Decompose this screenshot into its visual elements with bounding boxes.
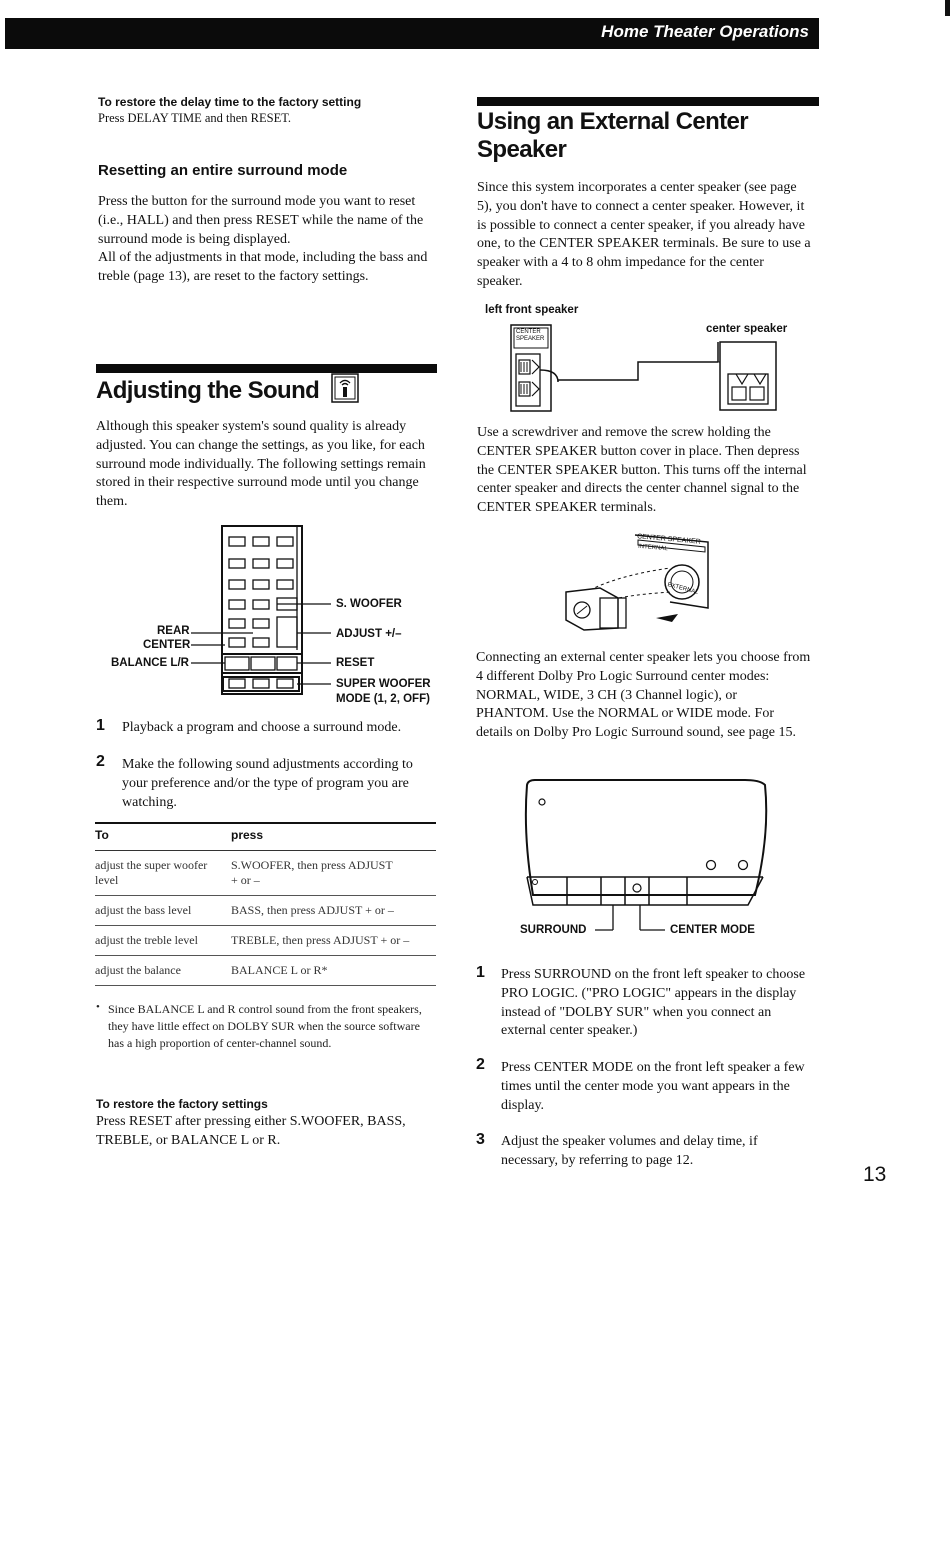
table-cell-press: S.WOOFER, then press ADJUST + or – [231, 851, 436, 896]
table-cell-to: adjust the bass level [95, 896, 231, 926]
speaker-connection-diagram [508, 322, 783, 417]
internal-label: INTERNAL [637, 543, 668, 553]
adjusting-title [96, 373, 359, 405]
table-row [95, 956, 436, 986]
external-label: EXTERNAL [666, 582, 699, 596]
restore-delay-text: Press DELAY TIME and then RESET. [98, 111, 292, 125]
reset-surround-text [98, 193, 440, 287]
center-modes-text: Connecting an external center speaker lets you choose from 4 different Dolby Pro Logic Surround center modes: NORMAL, WIDE, 3 CH (3 Channel logic), or PHANTOM. Use the NORMAL or WIDE mode. For details on Dolby Pro Logic Surround sound, see page 15. [476, 650, 811, 741]
table-cell-to: adjust the balance [95, 956, 231, 986]
label-adjust: ADJUST +/– [336, 628, 402, 640]
header-bar [5, 18, 819, 49]
label-center-mode: CENTER MODE [670, 924, 755, 936]
restore-delay-heading: To restore the delay time to the factory setting [98, 95, 362, 109]
left-step-2-number: 2 [96, 753, 105, 770]
restore-factory-text: Press RESET after pressing either S.WOOFER, BASS, TREBLE, or BALANCE L or R. [96, 1114, 406, 1148]
label-rear: REAR [157, 625, 190, 637]
screwdriver-instructions: Use a screwdriver and remove the screw holding the CENTER SPEAKER button cover in place. Then depress the CENTER SPEAKER button. This turns off the internal center speaker and directs the center channel signal to the CENTER SPEAKER terminals. [477, 425, 807, 516]
page-number: 13 [863, 1163, 887, 1186]
reset-surround-para2: All of the adjustments in that mode, including the bass and treble (page 13), are reset to the factory settings. [98, 250, 428, 285]
footnote-marker: • [96, 1001, 100, 1013]
terminal-label-line2: SPEAKER [516, 336, 545, 342]
label-mode: MODE (1, 2, OFF) [336, 693, 430, 705]
table-row [95, 926, 436, 956]
label-s-woofer: S. WOOFER [336, 598, 402, 610]
external-center-title [477, 108, 748, 164]
right-step-3-text: Adjust the speaker volumes and delay time, if necessary, by referring to page 12. [501, 1134, 758, 1168]
external-title-line2: Speaker [477, 136, 567, 163]
right-step-1-text: Press SURROUND on the front left speaker to choose PRO LOGIC. ("PRO LOGIC" appears in the display instead of "DOLBY SUR" when you connect an external center speaker.) [501, 967, 806, 1039]
right-step-1-number: 1 [476, 964, 485, 981]
table-header-row [95, 823, 436, 851]
right-step-2-text: Press CENTER MODE on the front left speaker a few times until the center mode you want appears in the display. [501, 1060, 805, 1113]
table-col-press: press [231, 823, 436, 851]
edge-mark [945, 0, 950, 16]
left-step-1-text: Playback a program and choose a surround mode. [122, 720, 402, 735]
label-reset: RESET [336, 657, 375, 669]
adjustment-table [95, 822, 436, 986]
terminal-label [516, 329, 544, 343]
restore-factory-heading: To restore the factory settings [96, 1097, 268, 1111]
section-rule-adjusting [96, 364, 437, 373]
adjusting-intro: Although this speaker system's sound quality is already adjusted. You can change the settings, as you like, for each surround mode individually. The following settings remain stored in their respective surround mode until you change them. [96, 419, 426, 510]
section-title: Home Theater Operations [601, 22, 809, 41]
table-cell-press: BASS, then press ADJUST + or – [231, 896, 436, 926]
section-rule-external [477, 97, 819, 106]
left-step-2-text: Make the following sound adjustments according to your preference and/or the type of program you are watching. [122, 757, 413, 810]
plate-label: CENTER SPEAKER [636, 533, 701, 546]
table-row [95, 851, 436, 896]
left-step-1-number: 1 [96, 717, 105, 734]
right-step-3-number: 3 [476, 1131, 485, 1148]
table-cell-press: TREBLE, then press ADJUST + or – [231, 926, 436, 956]
table-cell-to: adjust the super woofer level [95, 851, 231, 896]
table-col-to: To [95, 823, 231, 851]
external-intro: Since this system incorporates a center speaker (see page 5), you don't have to connect a center speaker. However, it is possible to connect a center speaker, if you already have one, to the CENTER SPEAKER terminals. Be sure to use a speaker with a 4 to 8 ohm impedance for the center speaker. [477, 180, 811, 289]
reset-surround-heading: Resetting an entire surround mode [98, 162, 348, 179]
table-row [95, 896, 436, 926]
label-center-speaker: center speaker [706, 323, 788, 335]
remote-icon [331, 373, 359, 403]
terminal-label-line1: CENTER [516, 329, 541, 335]
table-cell-to: adjust the treble level [95, 926, 231, 956]
label-center: CENTER [143, 639, 191, 651]
label-surround: SURROUND [520, 924, 587, 936]
label-left-front-speaker: left front speaker [485, 304, 579, 316]
external-title-line1: Using an External Center [477, 108, 749, 135]
table-cell-press: BALANCE L or R* [231, 956, 436, 986]
reset-surround-para1: Press the button for the surround mode you want to reset (i.e., HALL) and then press RESET while the name of the surround mode is being displayed. [98, 194, 424, 247]
adjusting-title-text: Adjusting the Sound [96, 377, 320, 404]
footnote-text: Since BALANCE L and R control sound from the front speakers, they have little effect on DOLBY SUR when the source software has a high proportion of center-channel sound. [108, 1002, 422, 1050]
right-step-2-number: 2 [476, 1056, 485, 1073]
label-balance: BALANCE L/R [111, 657, 189, 669]
label-super-woofer: SUPER WOOFER [336, 678, 431, 690]
front-panel-diagram [515, 775, 775, 945]
